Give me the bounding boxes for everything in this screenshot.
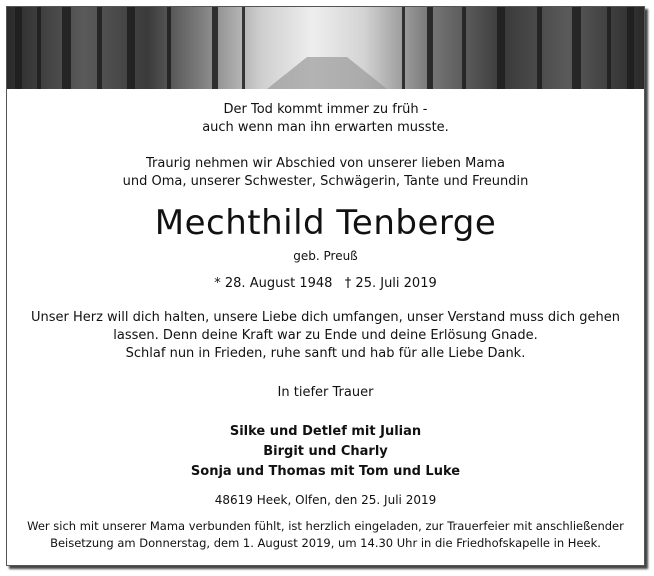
mourner-1: Silke und Detlef mit Julian (229, 424, 422, 439)
forest-trees-image (7, 7, 644, 89)
poem-line-3: Schlaf nun in Frieden, ruhe sanft und hab für alle Liebe Dank. (125, 346, 526, 361)
poem-line-2: lassen. Denn deine Kraft war zu Ende und deine Erlösung Gnade. (113, 328, 538, 343)
life-dates: * 28. August 1948 † 25. Juli 2019 (214, 276, 437, 291)
deceased-name: Mechthild Tenberge (154, 203, 497, 243)
motto-line-1: Der Tod kommt immer zu früh - (223, 102, 428, 117)
intro-line-1: Traurig nehmen wir Abschied von unserer lieben Mama (146, 156, 505, 171)
birth-name: geb. Preuß (293, 249, 358, 263)
mourner-2: Birgit und Charly (263, 444, 388, 459)
mourner-3: Sonja und Thomas mit Tom und Luke (190, 464, 461, 479)
forest-path-photo (7, 7, 644, 89)
obituary-card (6, 6, 645, 566)
poem-line-1: Unser Herz will dich halten, unsere Liebe dich umfangen, unser Verstand muss dich gehen (30, 310, 621, 325)
place-date: 48619 Heek, Olfen, den 25. Juli 2019 (214, 493, 437, 507)
intro-line-2: und Oma, unserer Schwester, Schwägerin, Tante und Freundin (122, 174, 529, 189)
notice-line-2: Beisetzung am Donnerstag, dem 1. August 2019, um 14.30 Uhr in die Friedhofskapelle in Heek. (50, 536, 601, 550)
mourning-line: In tiefer Trauer (277, 385, 374, 400)
notice-line-1: Wer sich mit unserer Mama verbunden fühlt, ist herzlich eingeladen, zur Trauerfeier mit anschließender (27, 519, 624, 533)
motto-line-2: auch wenn man ihn erwarten musste. (202, 120, 449, 135)
